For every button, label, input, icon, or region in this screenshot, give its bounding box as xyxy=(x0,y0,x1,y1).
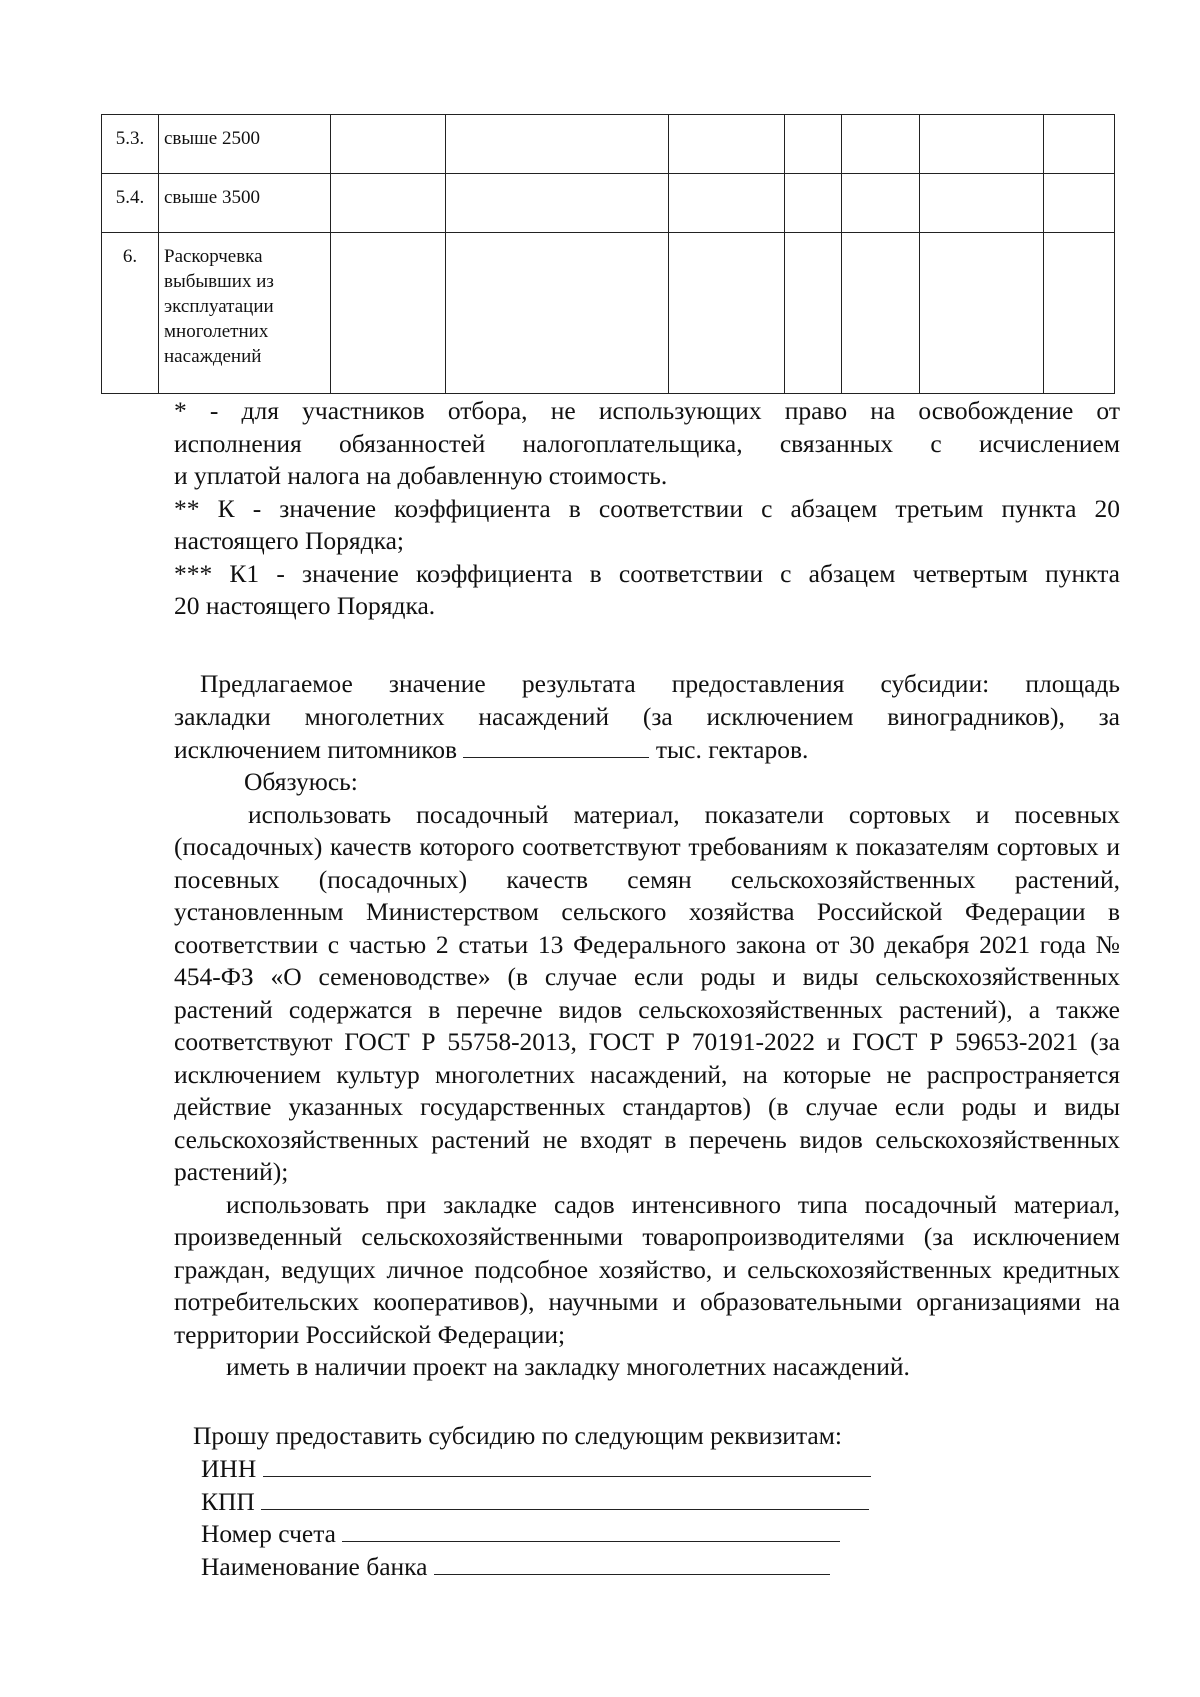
table-cell xyxy=(920,115,1044,174)
table-cell xyxy=(920,233,1044,394)
table-cell xyxy=(785,233,842,394)
obligation-text: использовать посадочный материал, показатели сортовых и посевных (посадочных) качеств которого соответствуют требованиям к показателям сортовых и посевных (посадочных) качеств семян сельскохозяйственных растений, установленным Министерством сельского хозяйства Российской Федерации в соответствии с частью 2 статьи 13 Федерального закона от 30 декабря 2021 года № 454-ФЗ «О семеноводстве» (в случае если роды и виды сельскохозяйственных растений содержатся в перечне видов сельскохозяйственных растений), а также соответствуют ГОСТ Р 55758-2013, ГОСТ Р 70191-2022 и ГОСТ Р 59653-2021 (за исключением культур многолетних насаждений, на которые не распространяется действие указанных государственных стандартов) (в случае если роды и виды сельскохозяйственных растений не входят в перечень видов сельскохозяйственных растений); xyxy=(174,799,1120,1186)
subsidy-table xyxy=(101,114,1115,394)
footnotes xyxy=(174,395,1120,623)
table-cell xyxy=(1044,115,1115,174)
table-cell xyxy=(842,174,920,233)
table-cell xyxy=(920,174,1044,233)
table-cell xyxy=(842,115,920,174)
proposal-paragraph xyxy=(174,668,1120,767)
table-cell xyxy=(785,174,842,233)
proposal-line: закладки многолетних насаждений (за исключением виноградников), за xyxy=(174,701,1120,731)
table-cell xyxy=(331,115,446,174)
obligations-section xyxy=(174,766,1120,1384)
kpp-label: КПП xyxy=(201,1487,255,1516)
table-row xyxy=(102,233,1115,394)
table-cell xyxy=(1044,233,1115,394)
table-cell xyxy=(446,174,669,233)
footnote-3-line: *** К1 - значение коэффициента в соответствии с абзацем четвертым пункта xyxy=(174,558,1120,588)
table-row xyxy=(102,174,1115,233)
obligations-heading: Обязуюсь: xyxy=(244,767,358,796)
footnote-1-line: исполнения обязанностей налогоплательщика, связанных с исчислением xyxy=(174,428,1120,458)
proposal-text: исключением питомников xyxy=(174,735,458,764)
inn-row xyxy=(201,1452,871,1486)
obligation-item-3: иметь в наличии проект на закладку многолетних насаждений. xyxy=(226,1352,910,1381)
footnote-3-line: 20 настоящего Порядка. xyxy=(174,591,436,620)
row-name: свыше 2500 xyxy=(159,115,331,174)
table-cell xyxy=(446,115,669,174)
proposal-line-3 xyxy=(174,733,1120,767)
table-cell xyxy=(331,233,446,394)
proposal-text: тыс. гектаров. xyxy=(655,735,809,764)
table-cell xyxy=(669,233,785,394)
bank-label: Наименование банка xyxy=(201,1552,428,1581)
table-cell xyxy=(785,115,842,174)
table-cell xyxy=(446,233,669,394)
table-cell xyxy=(842,233,920,394)
table-cell xyxy=(669,115,785,174)
kpp-input-line[interactable] xyxy=(261,1485,869,1510)
obligation-text: использовать при закладке садов интенсивного типа посадочный материал, произведенный сельскохозяйственными товаропроизводителями (за исключением граждан, ведущих личное подсобное хозяйство, и сельскохозяйственных кредитных потребительских кооперативов), научными и образовательными организациями на территории Российской Федерации; xyxy=(174,1189,1120,1349)
requisites-intro: Прошу предоставить субсидию по следующим реквизитам: xyxy=(193,1421,842,1450)
account-input-line[interactable] xyxy=(342,1517,840,1542)
inn-input-line[interactable] xyxy=(263,1452,871,1477)
footnote-2-line: настоящего Порядка; xyxy=(174,526,405,555)
row-name: свыше 3500 xyxy=(159,174,331,233)
table-cell xyxy=(669,174,785,233)
bank-row xyxy=(201,1550,830,1584)
footnote-1-line: * - для участников отбора, не использующих право на освобождение от xyxy=(174,396,1120,425)
account-row xyxy=(201,1517,840,1551)
proposal-line: Предлагаемое значение результата предоставления субсидии: площадь xyxy=(200,669,1120,698)
row-number: 6. xyxy=(102,233,159,394)
row-number: 5.4. xyxy=(102,174,159,233)
obligation-item-2 xyxy=(174,1189,1120,1352)
table-cell xyxy=(1044,174,1115,233)
row-number: 5.3. xyxy=(102,115,159,174)
bank-input-line[interactable] xyxy=(434,1550,830,1575)
kpp-row xyxy=(201,1485,869,1519)
account-label: Номер счета xyxy=(201,1519,336,1548)
table-cell xyxy=(331,174,446,233)
footnote-1-line: и уплатой налога на добавленную стоимость. xyxy=(174,461,668,490)
obligation-item-1 xyxy=(174,799,1120,1189)
table-row xyxy=(102,115,1115,174)
inn-label: ИНН xyxy=(201,1454,257,1483)
row-name: Раскорчевка выбывших из эксплуатации многолетних насаждений xyxy=(159,233,331,394)
hectares-blank-field[interactable] xyxy=(463,733,649,758)
footnote-2-line: ** К - значение коэффициента в соответствии с абзацем третьим пункта 20 xyxy=(174,493,1120,523)
